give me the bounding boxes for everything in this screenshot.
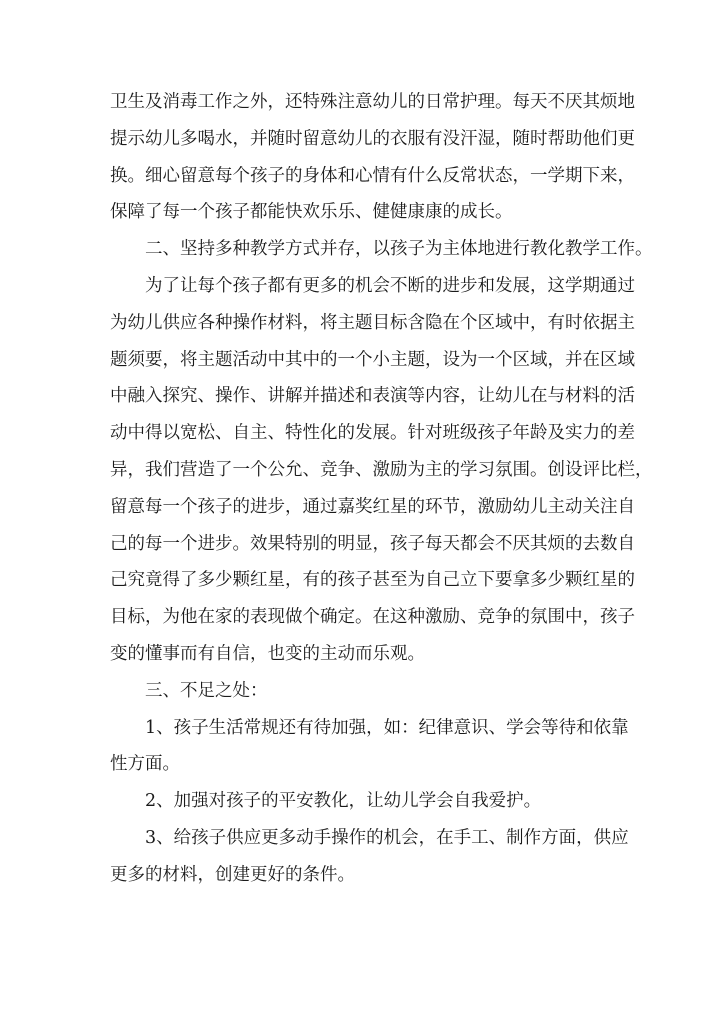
heading-line: 三、不足之处： — [145, 680, 268, 701]
text-line: 中融入探究、操作、讲解并描述和表演等内容，让幼儿在与材料的活 — [110, 386, 635, 407]
list-item-3 — [110, 820, 629, 894]
paragraph-teaching-methods — [110, 268, 653, 673]
text-line: 变的懂事而有自信，也变的主动而乐观。 — [110, 643, 425, 664]
text-line: 更多的材料，创建更好的条件。 — [110, 864, 355, 885]
text-line: 保障了每一个孩子都能快欢乐乐、健健康康的成长。 — [110, 202, 513, 223]
list-item-1 — [110, 710, 629, 784]
text-line: 性方面。 — [110, 754, 180, 775]
text-line: 3、给孩子供应更多动手操作的机会，在手工、制作方面，供应 — [145, 827, 629, 848]
text-line: 2、加强对孩子的平安教化，让幼儿学会自我爱护。 — [145, 791, 542, 812]
text-line: 己的每一个进步。效果特别的明显，孩子每天都会不厌其烦的去数自 — [110, 533, 635, 554]
section-heading-shortcomings — [110, 673, 610, 710]
text-line: 卫生及消毒工作之外，还特殊注意幼儿的日常护理。每天不厌其烦地 — [110, 92, 635, 112]
text-line: 为了让每个孩子都有更多的机会不断的进步和发展，这学期通过 — [145, 275, 635, 296]
list-item-2 — [110, 783, 610, 820]
text-line: 动中得以宽松、自主、特性化的发展。针对班级孩子年龄及实力的差 — [110, 423, 635, 444]
heading-line: 二、坚持多种教学方式并存，以孩子为主体地进行教化教学工作。 — [145, 239, 653, 260]
paragraph-health-care — [110, 84, 635, 231]
text-line: 为幼儿供应各种操作材料，将主题目标含隐在个区域中，有时依据主 — [110, 312, 635, 333]
section-heading-teaching — [110, 231, 653, 268]
text-line: 换。细心留意每个孩子的身体和心情有什么反常状态，一学期下来， — [110, 165, 635, 186]
text-line: 异，我们营造了一个公允、竞争、激励为主的学习氛围。创设评比栏， — [110, 459, 653, 480]
text-line: 目标，为他在家的表现做个确定。在这种激励、竞争的氛围中，孩子 — [110, 607, 635, 628]
text-line: 题须要，将主题活动中其中的一个小主题，设为一个区域，并在区域 — [110, 349, 635, 370]
text-line: 提示幼儿多喝水，并随时留意幼儿的衣服有没汗湿，随时帮助他们更 — [110, 128, 635, 149]
text-line: 己究竟得了多少颗红星，有的孩子甚至为自己立下要拿多少颗红星的 — [110, 570, 635, 591]
text-line: 1、孩子生活常规还有待加强，如：纪律意识、学会等待和依靠 — [145, 717, 629, 738]
text-line: 留意每一个孩子的进步，通过嘉奖红星的环节，激励幼儿主动关注自 — [110, 496, 635, 517]
document-page — [110, 84, 653, 894]
